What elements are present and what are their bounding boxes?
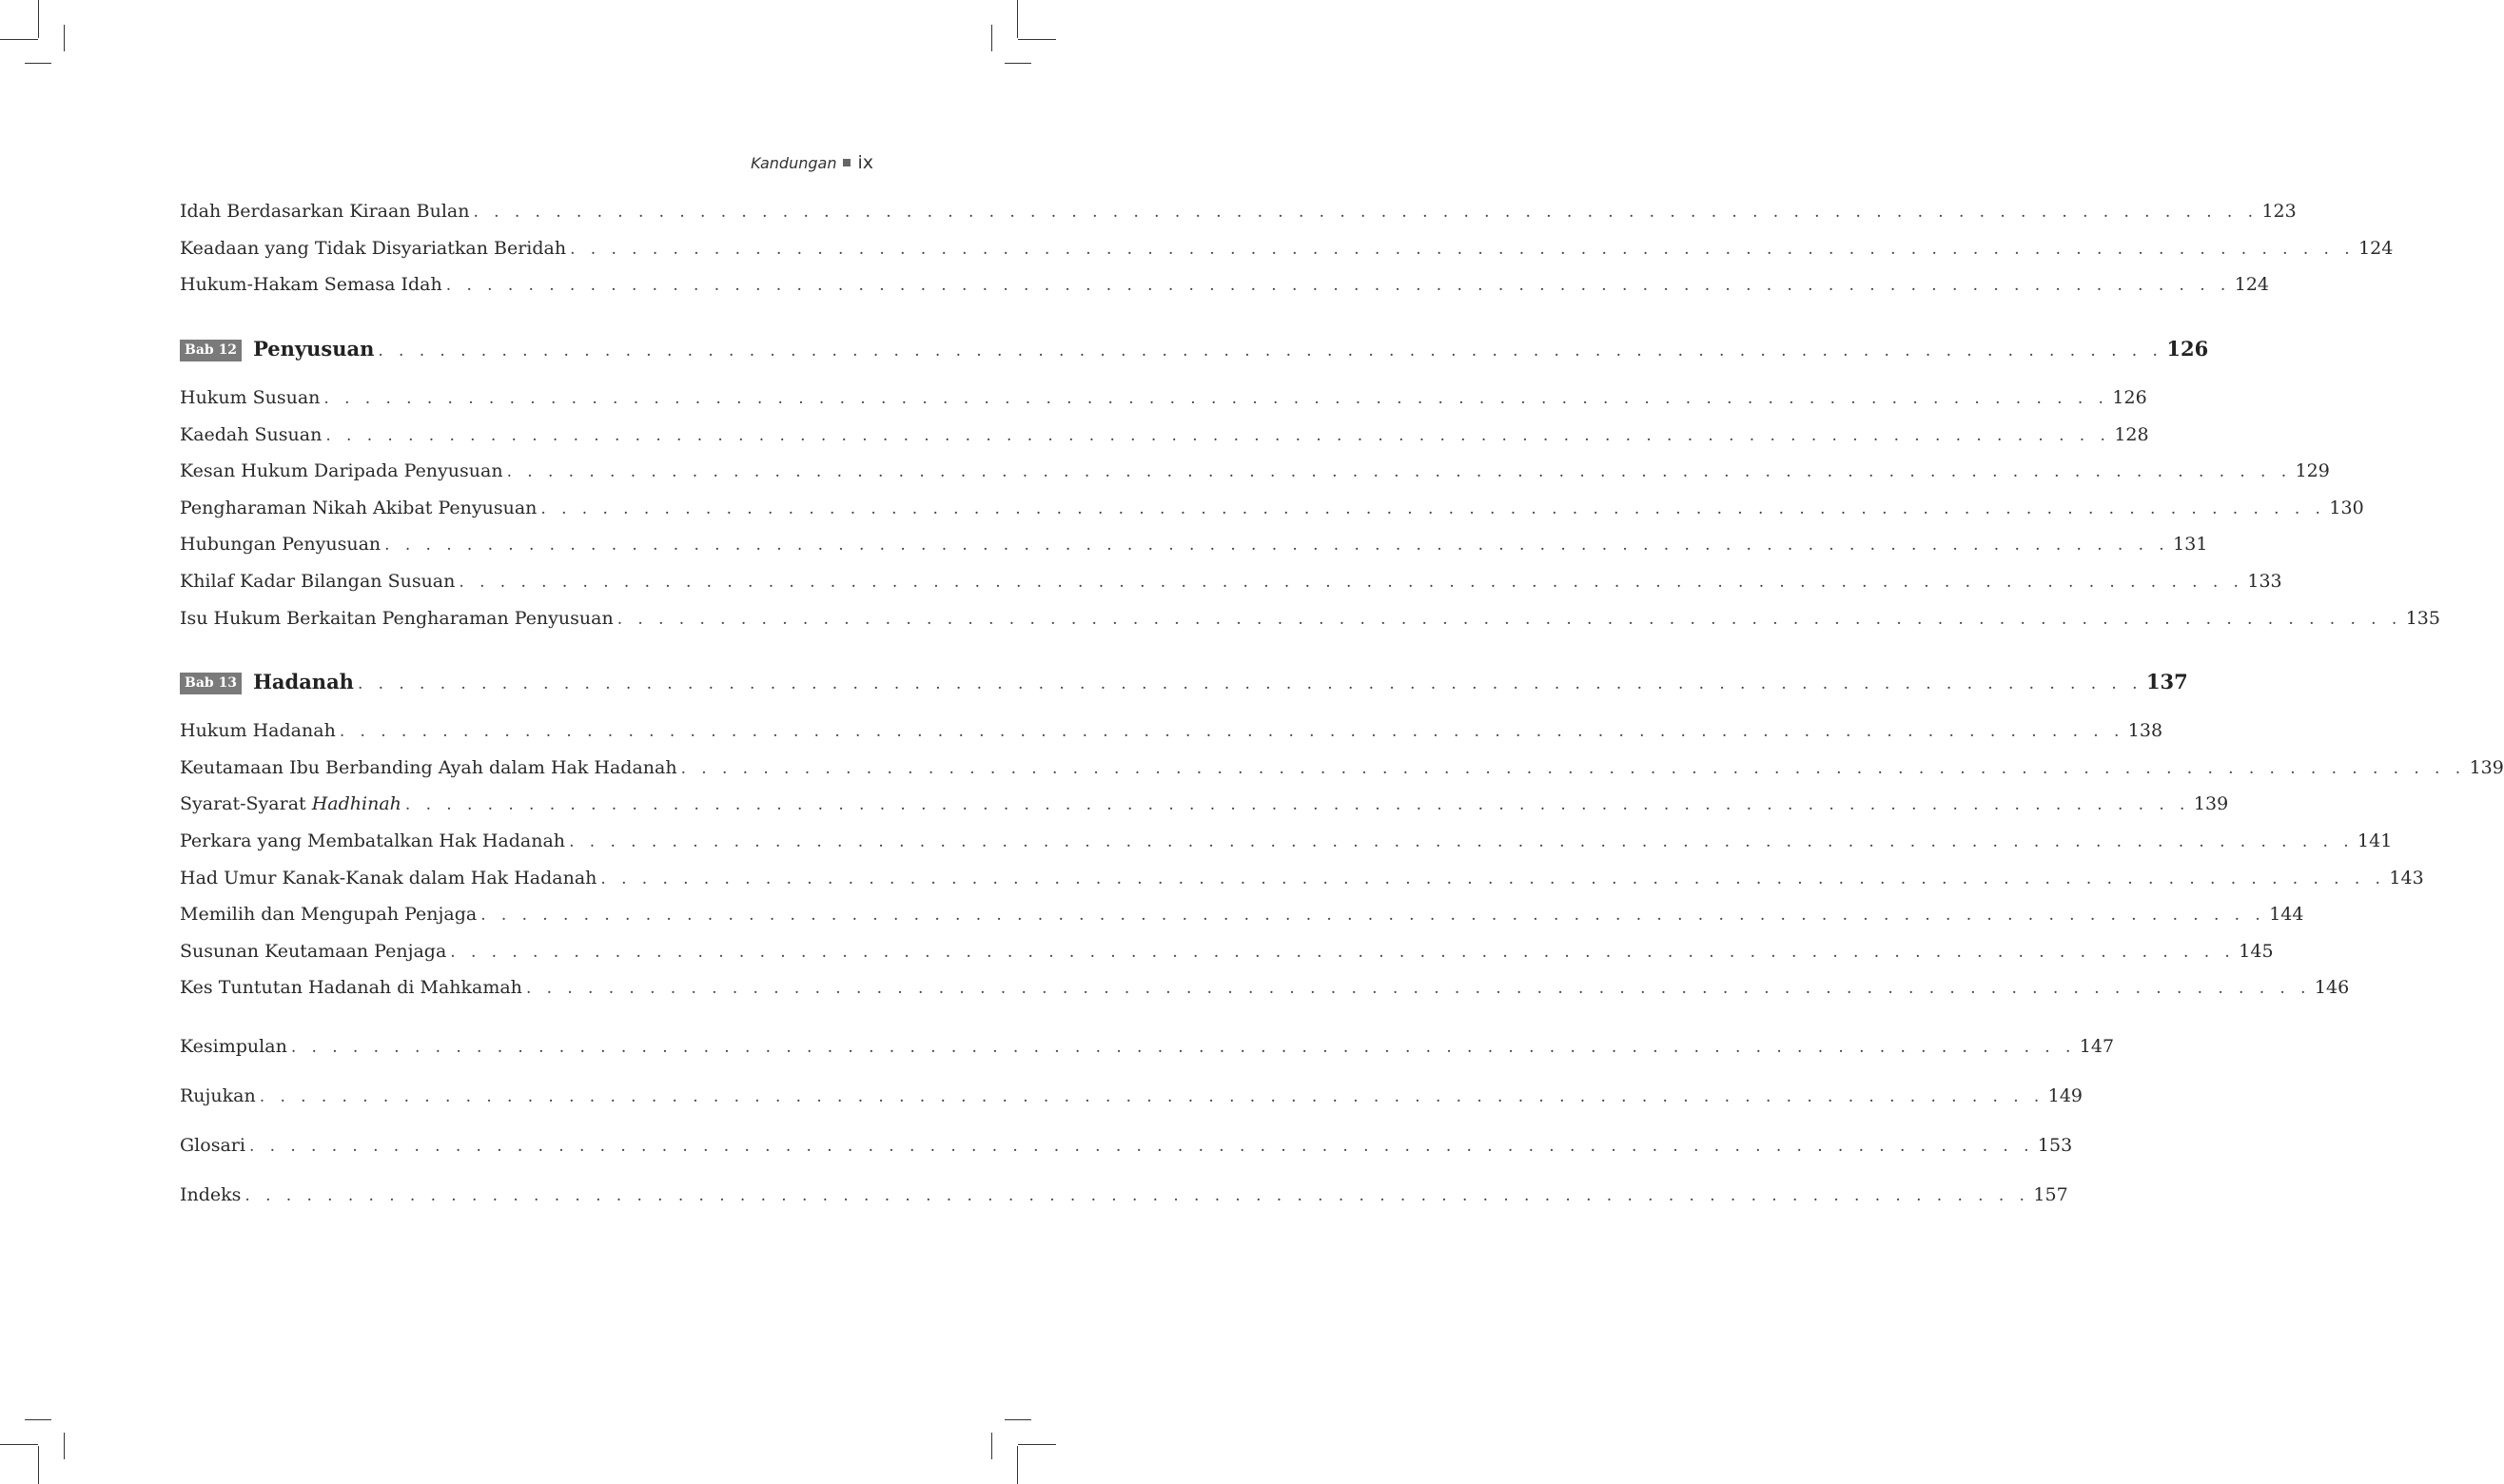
dot-leader: . . . . . . . . . . . . . . . . . . . . . . . . . . . . . . . . . . . . . . . . . . . . . . . . . . . . . . . . . . . . . . . . . . . . . . . . . . . . . . . . . . . . . . . <box>506 462 2292 481</box>
toc-entry-title: Indeks <box>180 1184 242 1205</box>
crop-mark <box>64 1433 65 1459</box>
crop-mark <box>1018 1444 1056 1445</box>
toc-entry-page: 130 <box>2329 498 2364 518</box>
dot-leader: . . . . . . . . . . . . . . . . . . . . . . . . . . . . . . . . . . . . . . . . . . . . . . . . . . . . . . . . . . . . . . . . . . . . . . . . . . . . . . . . . . . . . . . <box>473 203 2259 222</box>
toc-entry-page: 147 <box>2079 1036 2115 1057</box>
toc-entry-title: Kesan Hukum Daripada Penyusuan <box>180 460 503 481</box>
toc-entry <box>180 498 2364 526</box>
dot-leader: . . . . . . . . . . . . . . . . . . . . . . . . . . . . . . . . . . . . . . . . . . . . . . . . . . . . . . . . . . . . . . . . . . . . . . . . . . . . . . . . . . . . . . . <box>459 573 2244 592</box>
toc-entry-page: 139 <box>2469 757 2504 778</box>
toc-entry <box>180 201 2297 229</box>
toc-entry <box>180 387 2147 416</box>
crop-mark <box>25 1419 51 1420</box>
toc-entry <box>180 608 2440 636</box>
toc-entry <box>180 1135 2073 1163</box>
toc-entry-title-text: Syarat-Syarat <box>180 793 306 814</box>
toc-entry-title: Susunan Keutamaan Penjaga <box>180 941 447 962</box>
toc-entry <box>180 720 2163 749</box>
toc-entry-title: Perkara yang Membatalkan Hak Hadanah <box>180 830 566 851</box>
toc-entry <box>180 274 2269 303</box>
toc-entry-title: Glosari <box>180 1135 245 1156</box>
chapter-title: Penyusuan <box>253 337 375 361</box>
dot-leader: . . . . . . . . . . . . . . . . . . . . . . . . . . . . . . . . . . . . . . . . . . . . . . . . . . . . . . . . . . . . . . . . . . . . . . . . . . . . . . . . . . . . . . . <box>570 240 2356 259</box>
crop-mark <box>38 0 39 38</box>
square-bullet-icon <box>843 159 851 166</box>
toc-entry-page: 128 <box>2114 424 2149 445</box>
dot-leader: . . . . . . . . . . . . . . . . . . . . . . . . . . . . . . . . . . . . . . . . . . . . . . . . . . . . . . . . . . . . . . . . . . . . . . . . . . . . . . . . . . . . . . . <box>259 1087 2044 1106</box>
toc-entry-page: 131 <box>2173 534 2208 555</box>
toc-entry <box>180 977 2350 1006</box>
dot-leader: . . . . . . . . . . . . . . . . . . . . . . . . . . . . . . . . . . . . . . . . . . . . . . . . . . . . . . . . . . . . . . . . . . . . . . . . . . . . . . . . . . . . . . . <box>404 795 2190 814</box>
toc-entry-title: Hukum-Hakam Semasa Idah <box>180 274 442 295</box>
dot-leader: . . . . . . . . . . . . . . . . . . . . . . . . . . . . . . . . . . . . . . . . . . . . . . . . . . . . . . . . . . . . . . . . . . . . . . . . . . . . . . . . . . . . . . . <box>445 276 2231 295</box>
crop-mark <box>1005 1419 1031 1420</box>
chapter-heading-12 <box>180 337 2209 367</box>
dot-leader: . . . . . . . . . . . . . . . . . . . . . . . . . . . . . . . . . . . . . . . . . . . . . . . . . . . . . . . . . . . . . . . . . . . . . . . . . . . . . . . . . . . . . . . <box>378 342 2163 361</box>
crop-mark <box>1005 63 1031 64</box>
crop-mark <box>0 39 38 40</box>
toc-entry <box>180 830 2393 859</box>
toc-entry-title: Hubungan Penyusuan <box>180 534 381 555</box>
dot-leader: . . . . . . . . . . . . . . . . . . . . . . . . . . . . . . . . . . . . . . . . . . . . . . . . . . . . . . . . . . . . . . . . . . . . . . . . . . . . . . . . . . . . . . . <box>450 943 2236 962</box>
toc-entry <box>180 571 2282 599</box>
toc-entry-title: Hukum Hadanah <box>180 720 336 741</box>
toc-entry-title: Pengharaman Nikah Akibat Penyusuan <box>180 498 538 518</box>
toc-entry-title <box>180 793 401 814</box>
dot-leader: . . . . . . . . . . . . . . . . . . . . . . . . . . . . . . . . . . . . . . . . . . . . . . . . . . . . . . . . . . . . . . . . . . . . . . . . . . . . . . . . . . . . . . . <box>680 759 2466 778</box>
toc-entry-title: Keutamaan Ibu Berbanding Ayah dalam Hak Hadanah <box>180 757 677 778</box>
chapter-page: 137 <box>2145 670 2188 693</box>
toc-entry-title: Isu Hukum Berkaitan Pengharaman Penyusuan <box>180 608 614 629</box>
dot-leader: . . . . . . . . . . . . . . . . . . . . . . . . . . . . . . . . . . . . . . . . . . . . . . . . . . . . . . . . . . . . . . . . . . . . . . . . . . . . . . . . . . . . . . . <box>540 499 2326 518</box>
toc-entry <box>180 868 2424 896</box>
dot-leader: . . . . . . . . . . . . . . . . . . . . . . . . . . . . . . . . . . . . . . . . . . . . . . . . . . . . . . . . . . . . . . . . . . . . . . . . . . . . . . . . . . . . . . . <box>290 1038 2076 1057</box>
chapter-page: 126 <box>2166 337 2209 361</box>
running-head <box>751 152 873 173</box>
toc-entry <box>180 424 2149 453</box>
dot-leader: . . . . . . . . . . . . . . . . . . . . . . . . . . . . . . . . . . . . . . . . . . . . . . . . . . . . . . . . . . . . . . . . . . . . . . . . . . . . . . . . . . . . . . . <box>357 674 2142 693</box>
dot-leader: . . . . . . . . . . . . . . . . . . . . . . . . . . . . . . . . . . . . . . . . . . . . . . . . . . . . . . . . . . . . . . . . . . . . . . . . . . . . . . . . . . . . . . . <box>616 610 2402 629</box>
chapter-title: Hadanah <box>253 670 354 693</box>
toc-entry-title: Kesimpulan <box>180 1036 287 1057</box>
page-number: ix <box>857 152 873 173</box>
dot-leader: . . . . . . . . . . . . . . . . . . . . . . . . . . . . . . . . . . . . . . . . . . . . . . . . . . . . . . . . . . . . . . . . . . . . . . . . . . . . . . . . . . . . . . . <box>245 1186 2030 1205</box>
toc-entry-title: Kes Tuntutan Hadanah di Mahkamah <box>180 977 522 998</box>
toc-entry-page: 135 <box>2405 608 2440 629</box>
dot-leader: . . . . . . . . . . . . . . . . . . . . . . . . . . . . . . . . . . . . . . . . . . . . . . . . . . . . . . . . . . . . . . . . . . . . . . . . . . . . . . . . . . . . . . . <box>325 426 2111 445</box>
toc-entry <box>180 534 2208 562</box>
toc-entry-page: 149 <box>2047 1085 2083 1106</box>
toc-entry-page: 133 <box>2247 571 2282 592</box>
dot-leader: . . . . . . . . . . . . . . . . . . . . . . . . . . . . . . . . . . . . . . . . . . . . . . . . . . . . . . . . . . . . . . . . . . . . . . . . . . . . . . . . . . . . . . . <box>600 869 2386 888</box>
toc-entry-page: 123 <box>2261 201 2297 222</box>
toc-entry-page: 139 <box>2193 793 2229 814</box>
toc-entry-page: 124 <box>2358 238 2394 259</box>
dot-leader: . . . . . . . . . . . . . . . . . . . . . . . . . . . . . . . . . . . . . . . . . . . . . . . . . . . . . . . . . . . . . . . . . . . . . . . . . . . . . . . . . . . . . . . <box>480 906 2266 925</box>
toc-entry <box>180 904 2304 932</box>
toc-entry-title: Had Umur Kanak-Kanak dalam Hak Hadanah <box>180 868 597 888</box>
crop-mark <box>1017 0 1018 38</box>
toc-entry-page: 143 <box>2389 868 2424 888</box>
toc-entry-title-italic: Hadhinah <box>311 793 401 814</box>
running-head-label: Kandungan <box>751 153 837 172</box>
dot-leader: . . . . . . . . . . . . . . . . . . . . . . . . . . . . . . . . . . . . . . . . . . . . . . . . . . . . . . . . . . . . . . . . . . . . . . . . . . . . . . . . . . . . . . . <box>384 536 2170 555</box>
crop-mark <box>0 1444 38 1445</box>
toc-entry-page: 141 <box>2357 830 2393 851</box>
toc-entry-page: 145 <box>2239 941 2274 962</box>
toc-entry-page: 144 <box>2269 904 2304 925</box>
toc-entry-page: 129 <box>2295 460 2330 481</box>
dot-leader: . . . . . . . . . . . . . . . . . . . . . . . . . . . . . . . . . . . . . . . . . . . . . . . . . . . . . . . . . . . . . . . . . . . . . . . . . . . . . . . . . . . . . . . <box>569 832 2355 851</box>
crop-mark <box>991 1433 992 1459</box>
chapter-heading-13 <box>180 670 2188 700</box>
toc-entry <box>180 793 2229 822</box>
crop-mark <box>64 25 65 51</box>
toc-entry-title: Khilaf Kadar Bilangan Susuan <box>180 571 456 592</box>
dot-leader: . . . . . . . . . . . . . . . . . . . . . . . . . . . . . . . . . . . . . . . . . . . . . . . . . . . . . . . . . . . . . . . . . . . . . . . . . . . . . . . . . . . . . . . <box>323 389 2109 408</box>
toc-entry-title: Rujukan <box>180 1085 256 1106</box>
toc-entry-title: Keadaan yang Tidak Disyariatkan Beridah <box>180 238 567 259</box>
toc-entry-title: Idah Berdasarkan Kiraan Bulan <box>180 201 470 222</box>
crop-mark <box>1018 39 1056 40</box>
toc-entry-page: 157 <box>2033 1184 2068 1205</box>
toc-entry <box>180 1184 2068 1213</box>
chapter-badge: Bab 13 <box>180 673 242 694</box>
toc-entry-page: 146 <box>2314 977 2350 998</box>
toc-entry <box>180 238 2394 266</box>
toc-entry-title: Memilih dan Mengupah Penjaga <box>180 904 478 925</box>
toc-entry-page: 153 <box>2037 1135 2073 1156</box>
toc-entry <box>180 941 2274 969</box>
crop-mark <box>38 1446 39 1484</box>
dot-leader: . . . . . . . . . . . . . . . . . . . . . . . . . . . . . . . . . . . . . . . . . . . . . . . . . . . . . . . . . . . . . . . . . . . . . . . . . . . . . . . . . . . . . . . <box>339 722 2124 741</box>
crop-mark <box>25 63 51 64</box>
toc-entry-page: 126 <box>2112 387 2147 408</box>
toc-entry-title: Hukum Susuan <box>180 387 321 408</box>
toc-entry-title: Kaedah Susuan <box>180 424 323 445</box>
dot-leader: . . . . . . . . . . . . . . . . . . . . . . . . . . . . . . . . . . . . . . . . . . . . . . . . . . . . . . . . . . . . . . . . . . . . . . . . . . . . . . . . . . . . . . . <box>525 979 2311 998</box>
chapter-badge: Bab 12 <box>180 340 242 361</box>
toc-entry <box>180 1036 2115 1064</box>
crop-mark <box>991 25 992 51</box>
toc-entry-page: 124 <box>2234 274 2269 295</box>
dot-leader: . . . . . . . . . . . . . . . . . . . . . . . . . . . . . . . . . . . . . . . . . . . . . . . . . . . . . . . . . . . . . . . . . . . . . . . . . . . . . . . . . . . . . . . <box>248 1137 2034 1156</box>
toc-entry <box>180 460 2330 489</box>
crop-mark <box>1017 1446 1018 1484</box>
toc-entry-page: 138 <box>2127 720 2163 741</box>
toc-entry <box>180 1085 2083 1114</box>
toc-entry <box>180 757 2504 786</box>
